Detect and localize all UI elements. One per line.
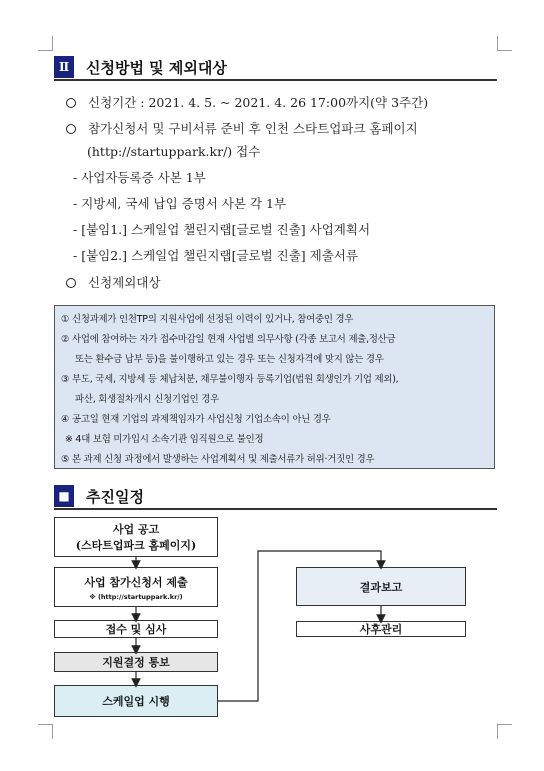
section-3-number: ■	[54, 485, 74, 507]
flow-step-text: 결과보고	[359, 580, 403, 594]
flow-step-text: 사후관리	[359, 623, 403, 636]
exclusion-note: ※ 4대 보험 미가입시 소속기관 임직원으로 불인정	[65, 434, 264, 445]
flow-step-text: 지원결정 통보	[102, 656, 170, 669]
exclusion-line: ① 신청과제가 인천TP의 지원사업에 선정된 이력이 있거나, 참여중인 경우	[61, 314, 354, 325]
flow-step-text: 사업 공고	[112, 523, 160, 536]
exclusion-line: ⑤ 본 과제 신청 과정에서 발생하는 사업계획서 및 제출서류가 허위·거짓인 경우	[61, 454, 375, 465]
exclusion-line: ③ 부도, 국세, 지방세 등 체납처분, 채무불이행자 등록기업(법원 회생인가 기업 제외),	[61, 374, 399, 385]
exclusion-line: ② 사업에 참여하는 자가 접수마감일 현재 사업별 의무사항 (각종 보고서 제출,정산금	[61, 334, 396, 345]
section-2-number: Ⅱ	[54, 56, 74, 78]
application-period: 신청기간 : 2021. 4. 5. ~ 2021. 4. 26 17:00까지(약 3주간)	[66, 93, 428, 111]
exclusion-line: 파산, 회생절차개시 신청기업인 경우	[75, 394, 219, 405]
application-method-url: (http://startuppark.kr/) 접수	[87, 144, 261, 159]
doc-item: - [붙임2.] 스케일업 챌린지랩[글로벌 진출] 제출서류	[73, 248, 358, 263]
flow-step-text: 접수 및 심사	[105, 623, 167, 636]
flow-step-text: (스타트업파크 홈페이지)	[75, 539, 197, 552]
exclusion-line: ④ 공고일 현재 기업의 과제책임자가 사업신청 기업소속이 아닌 경우	[61, 414, 331, 425]
section-2-title: 신청방법 및 제외대상	[86, 58, 227, 77]
flow-step-subtext: ※ (http://startuppark.kr/)	[89, 592, 183, 601]
doc-item: - 지방세, 국세 납입 증명서 사본 각 1부	[73, 196, 287, 211]
application-method: 참가신청서 및 구비서류 준비 후 인천 스타트업파크 홈페이지	[66, 119, 418, 137]
exclusion-line: 또는 환수금 납부 등)을 불이행하고 있는 경우 또는 신청자격에 맞지 않는 경우	[75, 354, 384, 365]
flow-step-text: 사업 참가신청서 제출	[84, 575, 188, 589]
doc-item: - 사업자등록증 사본 1부	[73, 170, 206, 185]
doc-item: - [붙임1.] 스케일업 챌린지랩[글로벌 진출] 사업계획서	[73, 222, 371, 237]
section-3-title: 추진일정	[86, 487, 144, 506]
flow-step-text: 스케일업 시행	[102, 695, 170, 708]
connector-line	[218, 551, 381, 701]
exclusion-heading: 신청제외대상	[66, 273, 160, 291]
